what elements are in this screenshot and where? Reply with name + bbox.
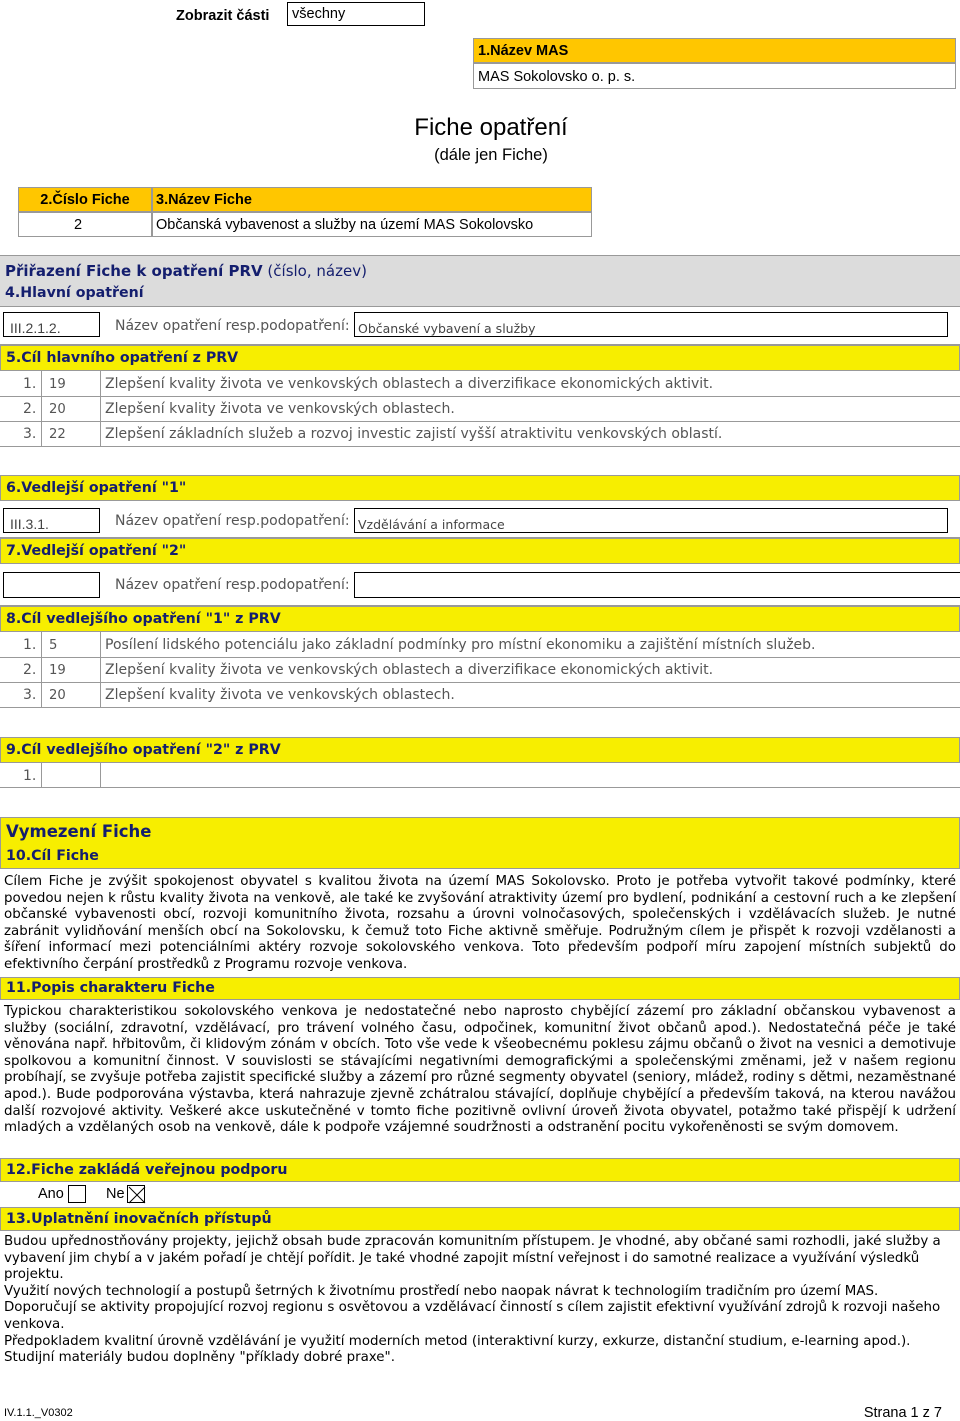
item-code: 22 xyxy=(49,427,66,442)
main-measure-name: Občanské vybavení a služby xyxy=(358,321,536,336)
goal-side1-header xyxy=(0,606,960,632)
fiche-number-label: 2.Číslo Fiche xyxy=(40,192,130,208)
innovation-paragraph: Předpokladem kvalitní úrovně vzdělávání je využití moderních metod (interaktivní kurzy, exkurze, distanční studium, e-learning apod.). Studijní materiály budou doplněny "příklady dobré praxe". xyxy=(4,1333,911,1366)
innovation-paragraph: Budou upřednostňovány projekty, jejichž obsah bude zpracován komunitním přístupem. Je vhodné, aby občané sami rozhodli, jaké služby a vybavení jim chybí a v jakém pořadí je chtějí pořídit. Je také vhodné zapojit místní veřejnost i do samotné realizace a využívání výsledků projektu. xyxy=(4,1234,941,1283)
goal-main-header xyxy=(0,345,960,371)
goal-side1-title: 8.Cíl vedlejšího opatření "1" z PRV xyxy=(6,611,281,627)
innovation-text xyxy=(4,1234,956,1367)
item-code: 19 xyxy=(49,663,66,678)
goal-side1-list xyxy=(0,632,960,707)
spacer xyxy=(0,707,960,737)
item-index: 1. xyxy=(23,768,37,784)
innovation-paragraph: Využití nových technologií a postupů šetrných k životnímu prostředí nebo naopak návrat k technologiím tradičním pro území MAS. xyxy=(4,1283,879,1299)
side2-title: 7.Vedlejší opatření "2" xyxy=(6,543,187,559)
list-item xyxy=(0,657,960,682)
item-index: 1. xyxy=(23,376,37,392)
list-item xyxy=(0,632,960,657)
side1-name-field[interactable] xyxy=(354,508,948,533)
character-header xyxy=(0,977,960,1000)
item-code: 20 xyxy=(49,402,66,417)
public-support-header xyxy=(0,1158,960,1182)
side2-name-field[interactable] xyxy=(354,572,960,598)
side1-code: III.3.1. xyxy=(10,516,49,532)
innovation-title: 13.Uplatnění inovačních přístupů xyxy=(6,1211,272,1227)
side1-code-field[interactable] xyxy=(3,508,100,533)
side2-name-label: Název opatření resp.podopatření: xyxy=(115,577,350,593)
item-text: Zlepšení základních služeb a rozvoj investic zajistí vyšší atraktivitu venkovských oblastí. xyxy=(105,426,723,442)
item-index: 2. xyxy=(23,662,37,678)
fiche-number-cell xyxy=(18,212,152,237)
fiche-name-label: 3.Název Fiche xyxy=(156,192,252,208)
fiche-name-label-cell xyxy=(152,187,592,212)
character-title: 11.Popis charakteru Fiche xyxy=(6,980,215,996)
definition-title: Vymezení Fiche xyxy=(6,822,152,841)
side1-row xyxy=(0,501,960,538)
fiche-name-cell xyxy=(152,212,592,237)
innovation-header xyxy=(0,1207,960,1231)
main-measure-name-label: Název opatření resp.podopatření: xyxy=(115,318,350,334)
main-measure-code-field[interactable] xyxy=(3,312,100,337)
main-measure-name-field[interactable] xyxy=(354,312,948,337)
side1-title: 6.Vedlejší opatření "1" xyxy=(6,480,187,496)
assign-header xyxy=(0,255,960,282)
item-index: 3. xyxy=(23,426,37,442)
goal-main-title: 5.Cíl hlavního opatření z PRV xyxy=(6,350,239,366)
public-support-row xyxy=(0,1182,960,1206)
item-code: 5 xyxy=(49,638,58,653)
yes-checkbox[interactable] xyxy=(68,1185,86,1203)
item-index: 2. xyxy=(23,401,37,417)
display-label: Zobrazit části xyxy=(176,8,270,24)
fiche-number-label-cell xyxy=(18,187,152,212)
character-text: Typickou charakteristikou sokolovského venkova je nedostatečné nebo naprosto chybějící zázemí pro základní občanskou vybavenost a služby (sociální, zdravotní, vzdělávací, pro trávení volného času, odpočinek, komunitní život občanů apod.). Nedostatečná péče je také věnována např. hřbitovům, či klidovým zónám v obcích. Toto vše vede k všeobecnému poklesu zájmu občanů o život na vesnici a demotivuje spolkovou a komunitní činnost. V souvislosti se stávajícími negativními demografickými a společenskými změnami, jež v našem regionu probíhají, se zvyšuje potřeba zajistit specifické služby a zázemí pro různé segmenty obyvatel (seniory, mládež, rodiny s dětmi, nezaměstnané apod.). Bude podporována výstavba, která nahrazuje zjevně zchátralou stávající, doplňuje chybějící a především taková, na kterou navážou další rozvojové aktivity. Veškeré akce uskutečněné v tomto fiche pozitivně ovlivní úroveň života obyvatel, potažmo také přispějí k udržení mladých a vzdělaných osob na venkově, dále k podpoře vzájemné soudržnosti a odstranění pocitu vykořeněnosti se svým domovem. xyxy=(4,1004,956,1136)
mas-value-cell xyxy=(473,63,956,89)
yes-label: Ano xyxy=(38,1186,64,1202)
goal-fiche-text: Cílem Fiche je zvýšit spokojenost obyvatel s kvalitou života na území MAS Sokolovsko. Proto je potřeba vytvořit takové podmínky, které povedou nejen k růstu kvality života na venkově, ale také ke zvyšování atraktivity území pro bydlení, podnikání a cestovní ruch a ke zlepšení občanské vybavenosti obcí, rozvoji komunitního života, rozsahu a úrovni volnočasových, společenských i vzdělávacích služeb. Je nutné zabránit vylidňování menších obcí na Sokolovsku, k čemuž toto Fiche aktivně směřuje. Podružným cílem je přispět k rozvoji vzdělanosti a šíření informací mezi potenciálními aktéry rozvoje sokolovského venkova. Toto především podpoří míru zapojení místních subjektů do efektivního čerpání prostředků z Programu rozvoje venkova. xyxy=(4,874,956,972)
assign-title: Přiřazení Fiche k opatření PRV (číslo, název) xyxy=(5,262,367,280)
goal-fiche-header xyxy=(0,845,960,869)
no-checkbox[interactable] xyxy=(127,1185,145,1203)
no-label: Ne xyxy=(106,1186,125,1202)
page-subtitle: (dále jen Fiche) xyxy=(434,146,548,164)
item-text: Zlepšení kvality života ve venkovských oblastech a diverzifikace ekonomických aktivit. xyxy=(105,662,714,678)
side1-header xyxy=(0,475,960,501)
main-measure-label: 4.Hlavní opatření xyxy=(5,285,144,301)
side2-header xyxy=(0,538,960,564)
side2-row xyxy=(0,564,960,606)
side1-name-label: Název opatření resp.podopatření: xyxy=(115,513,350,529)
goal-main-list xyxy=(0,371,960,446)
list-item xyxy=(0,421,960,446)
goal-fiche-title: 10.Cíl Fiche xyxy=(6,848,99,864)
mas-label-cell xyxy=(473,38,956,63)
item-text: Zlepšení kvality života ve venkovských oblastech a diverzifikace ekonomických aktivit. xyxy=(105,376,714,392)
checkmark-x-icon xyxy=(128,1186,146,1204)
item-text: Posílení lidského potenciálu jako základní podmínky pro místní ekonomiku a zajištění místních služeb. xyxy=(105,637,816,653)
side2-code-field[interactable] xyxy=(3,572,100,598)
list-item xyxy=(0,396,960,421)
footer-code: IV.1.1._V0302 xyxy=(4,1407,73,1419)
fiche-name: Občanská vybavenost a služby na území MAS Sokolovsko xyxy=(156,217,534,233)
footer-page: Strana 1 z 7 xyxy=(863,1405,942,1421)
main-measure-row xyxy=(0,307,960,345)
item-index: 3. xyxy=(23,687,37,703)
list-item xyxy=(0,682,960,707)
spacer xyxy=(0,446,960,475)
public-support-title: 12.Fiche zakládá veřejnou podporu xyxy=(6,1162,288,1178)
display-select[interactable]: všechny xyxy=(287,2,425,26)
list-item xyxy=(0,763,960,788)
main-measure-code: III.2.1.2. xyxy=(10,320,61,336)
goal-side2-header xyxy=(0,737,960,763)
item-text: Zlepšení kvality života ve venkovských oblastech. xyxy=(105,401,455,417)
item-text: Zlepšení kvality života ve venkovských oblastech. xyxy=(105,687,455,703)
fiche-number: 2 xyxy=(74,217,83,233)
mas-name: MAS Sokolovsko o. p. s. xyxy=(478,69,636,85)
page-title: Fiche opatření xyxy=(414,114,568,141)
item-code: 20 xyxy=(49,688,66,703)
goal-side2-title: 9.Cíl vedlejšího opatření "2" z PRV xyxy=(6,742,281,758)
definition-header xyxy=(0,817,960,845)
main-measure-header xyxy=(0,282,960,307)
mas-label: 1.Název MAS xyxy=(478,43,569,59)
list-item xyxy=(0,371,960,396)
goal-side2-list xyxy=(0,763,960,788)
innovation-paragraph: Doporučují se aktivity propojující rozvoj regionu s osvětovou a vzdělávací činností s cílem zajistit efektivní využívání zdrojů k rozvoji našeho venkova. xyxy=(4,1300,941,1332)
side1-name: Vzdělávání a informace xyxy=(358,517,505,532)
item-code: 19 xyxy=(49,377,66,392)
item-index: 1. xyxy=(23,637,37,653)
